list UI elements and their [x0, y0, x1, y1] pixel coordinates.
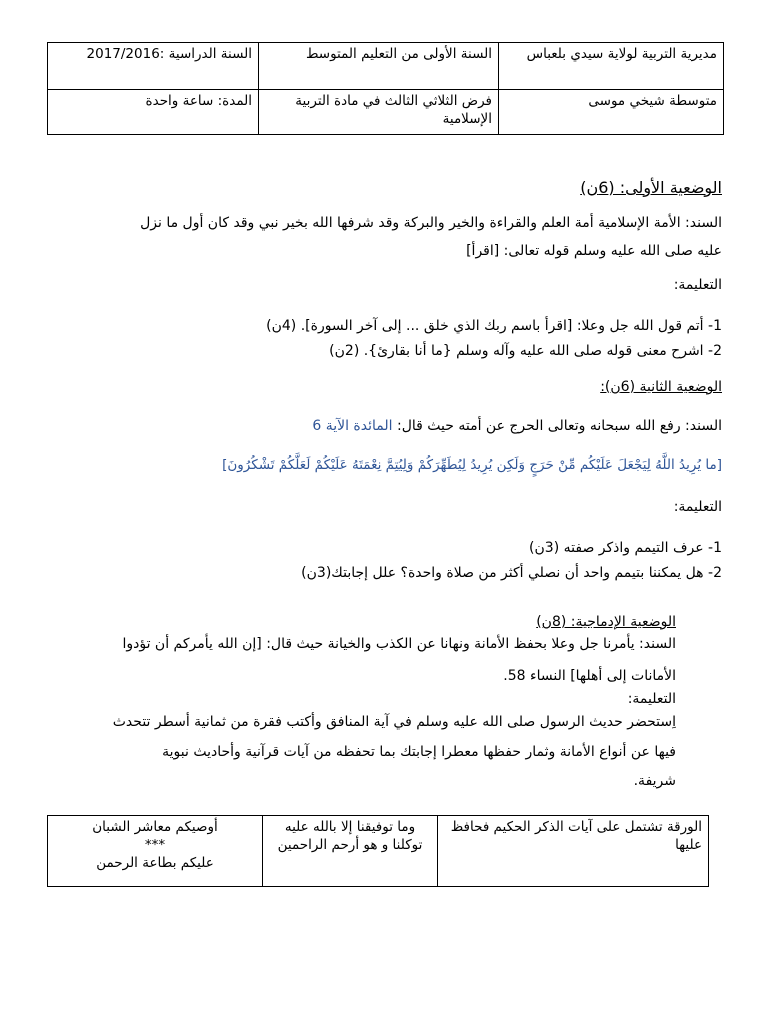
- footer-advice-line3: عليكم بطاعة الرحمن: [96, 855, 214, 871]
- situation2-support-reference: المائدة الآية 6: [312, 418, 393, 434]
- situation1-instruction-label: التعليمة:: [673, 277, 722, 293]
- level-cell: السنة الأولى من التعليم المتوسط: [259, 43, 499, 90]
- integration-task-line3: شريفة.: [633, 773, 676, 789]
- integration-title: الوضعية الإدماجية: (8ن): [536, 614, 676, 630]
- footer-table: [47, 815, 709, 887]
- footer-advice-line1: أوصيكم معاشر الشبان: [92, 819, 218, 835]
- integration-task-line1: اِستحضر حديث الرسول صلى الله عليه وسلم في آية المنافق وأكتب فقرة من ثمانية أسطر تتحدث: [112, 714, 676, 730]
- school-year-cell: السنة الدراسية :2017/2016: [48, 43, 259, 90]
- exam-cell: فرض الثلاثي الثالث في مادة التربية الإسلامية: [259, 90, 499, 135]
- situation2-instruction-label: التعليمة:: [673, 499, 722, 515]
- situation1-question1: 1- أتم قول الله جل وعلا: [اقرأ باسم ربك الذي خلق ... إلى آخر السورة]. (4ن): [266, 318, 722, 334]
- situation2-question2: 2- هل يمكننا بتيمم واحد أن نصلي أكثر من صلاة واحدة؟ علل إجابتك(3ن): [301, 565, 722, 581]
- footer-advice-line2: ***: [144, 837, 166, 853]
- integration-task-line2: فيها عن أنواع الأمانة وثمار حفظها معطرا إجابتك بما تحفظه من آيات قرآنية وأحاديث نبوية: [162, 744, 676, 760]
- situation2-verse: [ما يُرِيدُ اللَّهُ لِيَجْعَلَ عَلَيْكُم مِّنْ حَرَجٍ وَلَكِن يُرِيدُ لِيُطَهِّرَكُمْ وَلِيُتِمَّ نِعْمَتَهُ عَلَيْكُمْ لَعَلَّكُمْ تَشْكُرُونَ]: [222, 457, 722, 473]
- situation2-title: الوضعية الثانية (6ن):: [600, 379, 722, 395]
- duration-cell: المدة: ساعة واحدة: [48, 90, 259, 135]
- integration-instruction-label: التعليمة:: [627, 691, 676, 707]
- situation1-support-line1: السند: الأمة الإسلامية أمة العلم والقراءة والخير والبركة وقد شرفها الله بخير نبي وقد كان أول ما نزل: [140, 215, 722, 231]
- integration-support-line1: السند: يأمرنا جل وعلا بحفظ الأمانة ونهانا عن الكذب والخيانة حيث قال: [إن الله يأمركم أن تؤدوا: [122, 636, 676, 652]
- footer-advice-cell: [48, 816, 263, 887]
- situation1-question2: 2- اشرح معنى قوله صلى الله عليه وآله وسلم {ما أنا بقارئ}. (2ن): [329, 343, 722, 359]
- situation2-support-text: السند: رفع الله سبحانه وتعالى الحرج عن أمته حيث قال:: [392, 418, 722, 434]
- footer-tawfiq-cell: وما توفيقنا إلا بالله عليه توكلنا و هو أرحم الراحمين: [263, 816, 438, 887]
- integration-support-line2: الأمانات إلى أهلها] النساء 58.: [503, 668, 676, 684]
- footer-note-cell: الورقة تشتمل على آيات الذكر الحكيم فحافظ عليها: [438, 816, 709, 887]
- situation1-title: الوضعية الأولى: (6ن): [580, 178, 722, 197]
- school-cell: متوسطة شيخي موسى: [499, 90, 724, 135]
- situation2-question1: 1- عرف التيمم واذكر صفته (3ن): [529, 540, 722, 556]
- header-table: [47, 42, 724, 135]
- situation1-support-line2: عليه صلى الله عليه وسلم قوله تعالى: [اقرأ]: [466, 243, 722, 259]
- directorate-cell: مديرية التربية لولاية سيدي بلعباس: [499, 43, 724, 90]
- situation2-support: [312, 415, 722, 438]
